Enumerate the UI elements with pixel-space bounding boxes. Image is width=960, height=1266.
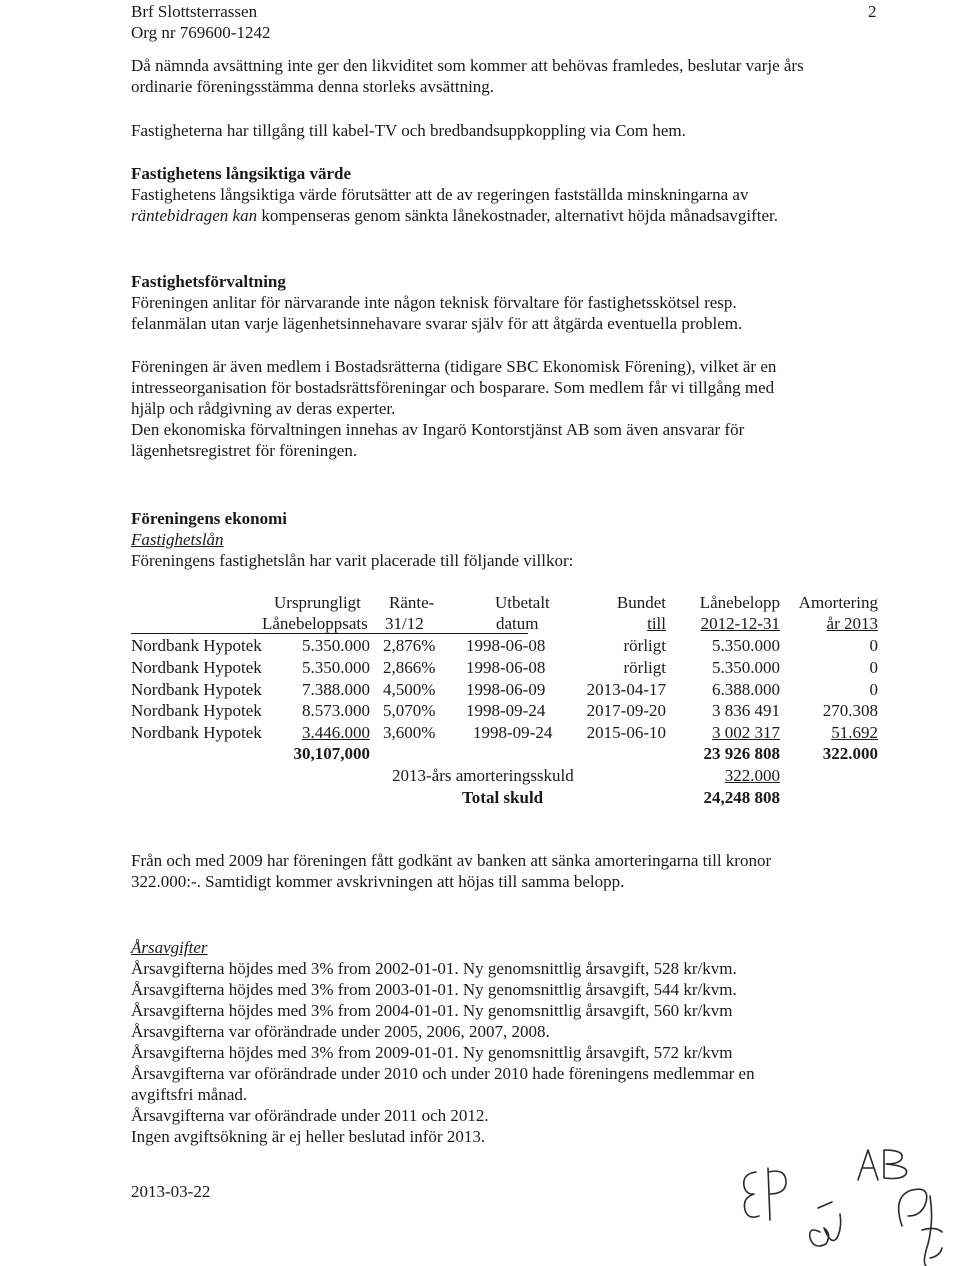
management-p2-line-1: Föreningen är även medlem i Bostadsrätterna (tidigare SBC Ekonomisk Förening), vilket är en [131,357,777,376]
cell-rate: 3,600% [383,723,436,742]
cell-bound: rörligt [623,636,666,655]
amortization-note-line-1: Från och med 2009 har föreningen fått godkänt av banken att sänka amorteringarna till kronor [131,851,772,870]
initials-scribble [810,1202,841,1246]
total-original: 30,107,000 [293,744,370,763]
fees-line: Årsavgifterna var oförändrade under 2011 och 2012. [131,1106,489,1125]
tv-paragraph: Fastigheterna har tillgång till kabel-TV och bredbandsuppkoppling via Com hem. [131,121,686,140]
cell-amount: 6.388.000 [712,680,780,699]
amort-debt-label: 2013-års amorteringsskuld [392,766,574,785]
col-header-paid: Utbetalt [495,593,550,612]
fees-line: avgiftsfri månad. [131,1085,248,1104]
fees-line: Årsavgifterna höjdes med 3% from 2003-01-01. Ny genomsnittlig årsavgift, 544 kr/kvm. [131,980,737,999]
page-number: 2 [868,2,877,21]
fees-line: Årsavgifterna höjdes med 3% from 2009-01-01. Ny genomsnittlig årsavgift, 572 kr/kvm [131,1043,733,1062]
management-p1-line-2: felanmälan utan varje lägenhetsinnehavare svarar själv för att åtgärda eventuella problem. [131,314,743,333]
cell-paid: 1998-09-24 [466,701,546,720]
fees-line: Årsavgifterna höjdes med 3% from 2004-01-01. Ny genomsnittlig årsavgift, 560 kr/kvm [131,1001,733,1020]
management-p3-line-1: Den ekonomiska förvaltningen innehas av Ingarö Kontorstjänst AB som även ansvarar för [131,420,745,439]
management-p2-line-2: intresseorganisation för bostadsrättsföreningar och bosparare. Som medlem får vi tillgång med [131,378,775,397]
economy-heading: Föreningens ekonomi [131,509,288,528]
cell-rate: 4,500% [383,680,436,699]
initials-pj [899,1189,927,1226]
cell-paid: 1998-09-24 [473,723,553,742]
management-p1-line-1: Föreningen anlitar för närvarande inte någon teknisk förvaltare för fastighetsskötsel resp. [131,293,737,312]
cell-paid: 1998-06-09 [466,680,546,699]
total-debt-value: 24,248 808 [703,788,780,807]
cell-original: 5.350.000 [302,636,370,655]
header-rule [131,633,528,634]
cell-bank: Nordbank Hypotek [131,723,262,742]
cell-rate: 2,876% [383,636,436,655]
cell-rate: 2,866% [383,658,436,677]
cell-amount: 5.350.000 [712,636,780,655]
initials-ab [858,1150,878,1180]
col-header-amort: Amortering [798,593,878,612]
management-p2-line-3: hjälp och rådgivning av deras experter. [131,399,396,418]
cell-amort: 51.692 [831,723,878,742]
fees-line: Ingen avgiftsökning är ej heller beslutad inför 2013. [131,1127,486,1146]
col-header-rate: Ränte- [389,593,435,612]
cell-paid: 1998-06-08 [466,658,546,677]
management-p3-line-2: lägenhetsregistret för föreningen. [131,441,358,460]
cell-amort: 0 [869,658,878,677]
cell-amort: 270.308 [822,701,878,720]
management-heading: Fastighetsförvaltning [131,272,286,291]
intro-line-1: Då nämnda avsättning inte ger den likviditet som kommer att behövas framledes, beslutar varje års [131,56,804,75]
value-line-2-italic: räntebidragen kan [131,206,258,225]
col-header-amort-2: år 2013 [826,614,878,633]
total-amount: 23 926 808 [703,744,780,763]
col-header-bound: Bundet [616,593,666,612]
cell-original: 5.350.000 [302,658,370,677]
org-name: Brf Slottsterrassen [131,2,258,21]
cell-original: 7.388.000 [302,680,370,699]
footer-date: 2013-03-22 [131,1182,211,1201]
cell-paid: 1998-06-08 [466,636,546,655]
col-header-original: Ursprungligt [274,593,361,612]
col-header-amount-2: 2012-12-31 [700,614,780,633]
fees-heading: Årsavgifter [131,938,208,957]
total-debt-label: Total skuld [462,788,544,807]
loans-subheading: Fastighetslån [131,530,224,549]
cell-bound: 2015-06-10 [586,723,666,742]
value-line-2-rest: kompenseras genom sänkta lånekostnader, alternativt höjda månadsavgifter. [261,206,779,225]
cell-amort: 0 [869,636,878,655]
cell-bank: Nordbank Hypotek [131,636,262,655]
amort-debt-value: 322.000 [724,766,780,785]
value-line-1: Fastighetens långsiktiga värde förutsätter att de av regeringen fastställda minskningarna av [131,185,749,204]
col-header-bound-2: till [647,614,666,633]
cell-rate: 5,070% [383,701,436,720]
col-header-paid-2: datum [496,614,539,633]
cell-bank: Nordbank Hypotek [131,680,262,699]
cell-amort: 0 [869,680,878,699]
fees-line: Årsavgifterna höjdes med 3% from 2002-01-01. Ny genomsnittlig årsavgift, 528 kr/kvm. [131,959,737,978]
fees-line: Årsavgifterna var oförändrade under 2005, 2006, 2007, 2008. [131,1022,550,1041]
intro-line-2: ordinarie föreningsstämma denna storleks avsättning. [131,77,495,96]
cell-amount: 3 002 317 [712,723,780,742]
cell-bound: rörligt [623,658,666,677]
cell-amount: 3 836 491 [712,701,780,720]
cell-bank: Nordbank Hypotek [131,658,262,677]
org-number: Org nr 769600-1242 [131,23,271,42]
col-header-original-2: Lånebeloppsats [262,614,368,633]
fees-line: Årsavgifterna var oförändrade under 2010 och under 2010 hade föreningens medlemmar en [131,1064,755,1083]
col-header-amount: Lånebelopp [699,593,780,612]
cell-original: 8.573.000 [302,701,370,720]
cell-bound: 2013-04-17 [586,680,666,699]
cell-original: 3.446.000 [302,723,370,742]
col-header-rate-2: 31/12 [385,614,424,633]
total-amort: 322.000 [822,744,878,763]
value-line-2 [131,206,778,226]
cell-bank: Nordbank Hypotek [131,701,262,720]
amortization-note-line-2: 322.000:-. Samtidigt kommer avskrivningen att höjas till samma belopp. [131,872,625,891]
loans-intro: Föreningens fastighetslån har varit placerade till följande villkor: [131,551,574,570]
initials-ep [744,1172,759,1217]
cell-bound: 2017-09-20 [586,701,666,720]
value-heading: Fastighetens långsiktiga värde [131,164,352,183]
cell-amount: 5.350.000 [712,658,780,677]
